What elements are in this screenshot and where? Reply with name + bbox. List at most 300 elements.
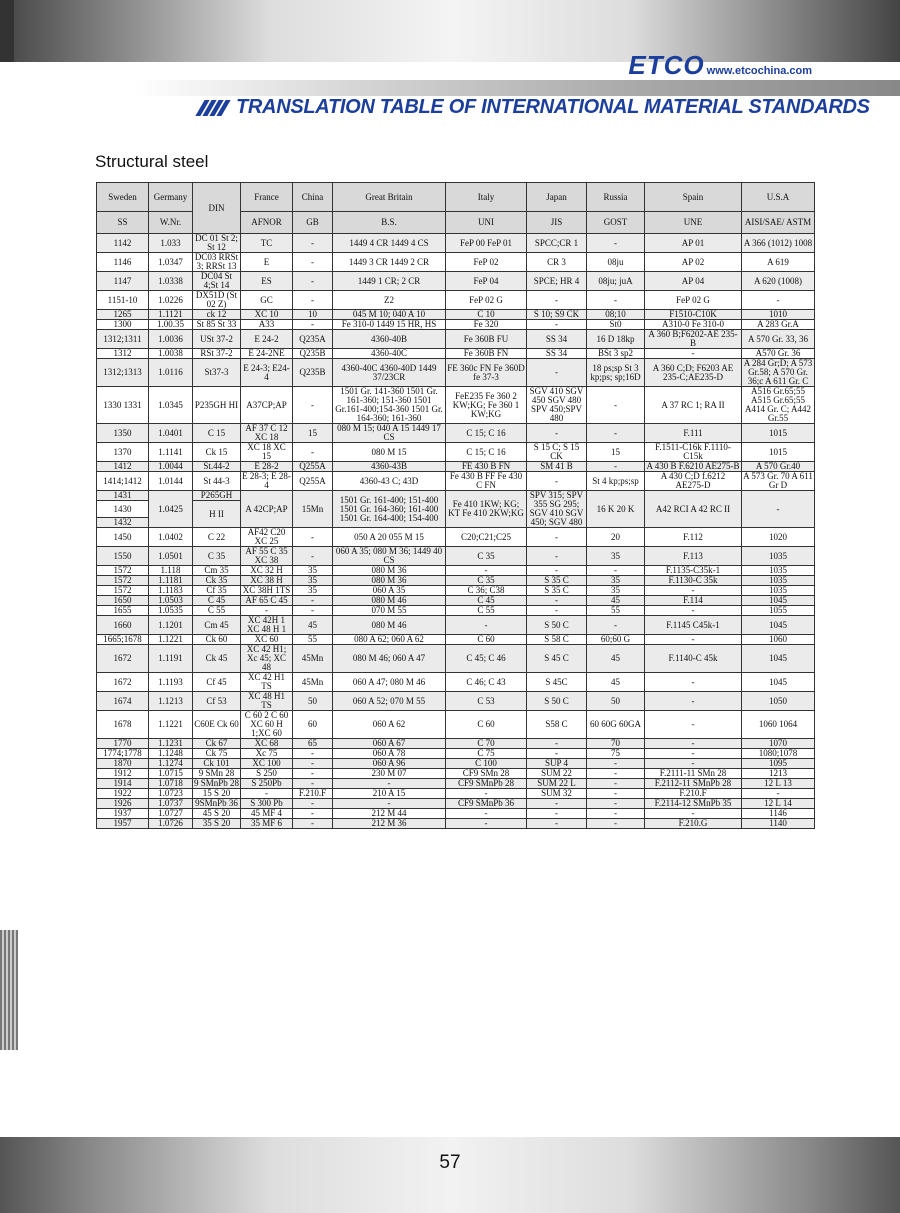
table-cell: 16 D 18kp <box>587 330 645 349</box>
table-cell: 60;60 G <box>587 635 645 645</box>
table-cell: St 44-3 <box>193 472 241 491</box>
table-cell: C 22 <box>193 528 241 547</box>
table-cell: 1015 <box>742 424 815 443</box>
table-cell: 060 A 96 <box>333 759 446 769</box>
table-cell: 1.0116 <box>149 359 193 387</box>
table-cell: Fe 360B FN <box>446 349 527 359</box>
table-cell: St37-3 <box>193 359 241 387</box>
table-cell: - <box>527 547 587 566</box>
table-cell: C 36; C38 <box>446 586 527 596</box>
table-cell: A 619 <box>742 253 815 272</box>
table-cell: A 366 (1012) 1008 <box>742 234 815 253</box>
table-cell: A 570 Gr. 33, 36 <box>742 330 815 349</box>
table-row <box>97 586 815 596</box>
column-header: DIN <box>193 183 241 234</box>
table-cell: C 55 <box>446 606 527 616</box>
table-row <box>97 528 815 547</box>
table-cell: Ck 75 <box>193 749 241 759</box>
table-cell: A 284 Gr;D; A 573 Gr.58; A 570 Gr. 36;c A 611 Gr. C <box>742 359 815 387</box>
table-cell: 08ju <box>587 253 645 272</box>
column-subheader: AFNOR <box>241 212 293 234</box>
table-cell: CF9 SMn 28 <box>446 769 527 779</box>
table-cell: 1.1231 <box>149 739 193 749</box>
table-cell: - <box>587 616 645 635</box>
table-cell: 1.0338 <box>149 272 193 291</box>
table-cell: - <box>527 799 587 809</box>
table-cell: DC03 RRSt 3; RRSt 13 <box>193 253 241 272</box>
table-cell: 060 A 35 <box>333 586 446 596</box>
table-row <box>97 359 815 387</box>
table-cell: 1674 <box>97 692 149 711</box>
table-cell: 1151-10 <box>97 291 149 310</box>
table-cell: C 45 <box>193 596 241 606</box>
table-cell: P265GH <box>193 491 241 501</box>
table-cell: 1.033 <box>149 234 193 253</box>
table-cell: S 58 C <box>527 635 587 645</box>
table-cell: 1035 <box>742 586 815 596</box>
table-cell: USt 37-2 <box>193 330 241 349</box>
table-cell: 1449 1 CR; 2 CR <box>333 272 446 291</box>
table-cell: 1.0401 <box>149 424 193 443</box>
table-cell: 1.00.35 <box>149 320 193 330</box>
table-cell: E 24-2 <box>241 330 293 349</box>
column-header: Russia <box>587 183 645 212</box>
table-cell: 1035 <box>742 566 815 576</box>
table-cell: 1.0044 <box>149 462 193 472</box>
table-row <box>97 443 815 462</box>
table-cell: 1937 <box>97 809 149 819</box>
table-cell: 1449 3 CR 1449 2 CR <box>333 253 446 272</box>
table-cell: 1912 <box>97 769 149 779</box>
table-cell: E 24-3; E24-4 <box>241 359 293 387</box>
table-cell: DC04 St 4;St 14 <box>193 272 241 291</box>
table-cell: - <box>293 779 333 789</box>
column-header: U.S.A <box>742 183 815 212</box>
table-cell: S 10; S9 CK <box>527 310 587 320</box>
table-cell: RSt 37-2 <box>193 349 241 359</box>
header-row <box>97 183 815 212</box>
table-cell: 1572 <box>97 566 149 576</box>
table-cell: 4360-40C 4360-40D 1449 37/23CR <box>333 359 446 387</box>
column-subheader: JIS <box>527 212 587 234</box>
table-cell: 080 A 62; 060 A 62 <box>333 635 446 645</box>
page-number: 57 <box>439 1152 461 1173</box>
table-cell: - <box>527 749 587 759</box>
table-cell: Cm 35 <box>193 566 241 576</box>
table-cell: 1.0038 <box>149 349 193 359</box>
table-row <box>97 692 815 711</box>
table-cell: Fe 320 <box>446 320 527 330</box>
table-row <box>97 310 815 320</box>
table-cell: 1370 <box>97 443 149 462</box>
table-cell: 1015 <box>742 443 815 462</box>
table-cell: 080 M 46; 060 A 47 <box>333 645 446 673</box>
table-cell: SGV 410 SGV 450 SGV 480 SPV 450;SPV 480 <box>527 387 587 424</box>
table-cell: 230 M 07 <box>333 769 446 779</box>
table-cell: - <box>293 443 333 462</box>
table-cell: 1572 <box>97 576 149 586</box>
table-cell: - <box>587 387 645 424</box>
table-cell: 1.0726 <box>149 819 193 829</box>
table-cell: - <box>293 819 333 829</box>
table-cell: - <box>293 759 333 769</box>
table-cell: Fe 410 1KW; KG; KT Fe 410 2KW;KG <box>446 491 527 528</box>
table-cell: 1035 <box>742 576 815 586</box>
table-cell: 1957 <box>97 819 149 829</box>
table-cell: - <box>645 711 742 739</box>
table-cell: - <box>527 424 587 443</box>
table-row <box>97 759 815 769</box>
column-subheader: GOST <box>587 212 645 234</box>
column-header: Germany <box>149 183 193 212</box>
table-cell: 1080;1078 <box>742 749 815 759</box>
table-cell: - <box>645 606 742 616</box>
table-cell: - <box>587 789 645 799</box>
table-cell: - <box>293 291 333 310</box>
table-cell: - <box>333 799 446 809</box>
table-cell: - <box>446 616 527 635</box>
table-cell: AF 55 C 35 XC 38 <box>241 547 293 566</box>
table-cell: 1870 <box>97 759 149 769</box>
table-cell: 1060 <box>742 635 815 645</box>
table-cell: 1.1221 <box>149 635 193 645</box>
table-cell: C 45; C 46 <box>446 645 527 673</box>
table-cell: - <box>527 596 587 606</box>
table-cell: 1.0723 <box>149 789 193 799</box>
table-cell: 1010 <box>742 310 815 320</box>
title-bar <box>200 96 870 119</box>
table-cell: 1.1181 <box>149 576 193 586</box>
table-cell: C 75 <box>446 749 527 759</box>
table-cell: 20 <box>587 528 645 547</box>
table-cell: Q235B <box>293 349 333 359</box>
stripes-icon <box>200 100 228 116</box>
table-cell: XC 38 H <box>241 576 293 586</box>
table-row <box>97 645 815 673</box>
table-cell: Ck 35 <box>193 576 241 586</box>
logo-brand: ETCO <box>628 50 705 80</box>
table-cell: 1655 <box>97 606 149 616</box>
column-subheader: UNI <box>446 212 527 234</box>
table-cell: CR 3 <box>527 253 587 272</box>
table-cell: 9 SMn 28 <box>193 769 241 779</box>
table-cell: - <box>293 234 333 253</box>
table-cell: C 35 <box>193 547 241 566</box>
table-cell: Q235A <box>293 330 333 349</box>
table-cell: 1020 <box>742 528 815 547</box>
header-rule <box>0 80 900 96</box>
table-cell: SUP 4 <box>527 759 587 769</box>
table-cell: 70 <box>587 739 645 749</box>
table-cell: - <box>645 749 742 759</box>
table-cell: Fe 310-0 1449 15 HR, HS <box>333 320 446 330</box>
table-cell: AF 65 C 45 <box>241 596 293 606</box>
table-row <box>97 606 815 616</box>
table-row <box>97 272 815 291</box>
table-cell: 050 A 20 055 M 15 <box>333 528 446 547</box>
table-cell: 1412 <box>97 462 149 472</box>
table-row <box>97 596 815 606</box>
table-cell: 1501 Gr. 141-360 1501 Gr. 161-360; 151-360 1501 Gr.161-400;154-360 1501 Gr. 164-360; 161-360 <box>333 387 446 424</box>
table-cell: St.44-2 <box>193 462 241 472</box>
table-cell: E <box>241 253 293 272</box>
table-cell: 1147 <box>97 272 149 291</box>
table-row <box>97 472 815 491</box>
table-cell: 35 <box>587 586 645 596</box>
table-cell: AF42 C20 XC 25 <box>241 528 293 547</box>
table-cell: Ck 67 <box>193 739 241 749</box>
table-cell: - <box>241 789 293 799</box>
table-cell: - <box>293 606 333 616</box>
table-cell: - <box>645 809 742 819</box>
table-cell: SS 34 <box>527 330 587 349</box>
table-cell: - <box>293 749 333 759</box>
table-cell: Cf 35 <box>193 586 241 596</box>
table-cell: 15 S 20 <box>193 789 241 799</box>
table-cell: SS 34 <box>527 349 587 359</box>
table-cell: 212 M 44 <box>333 809 446 819</box>
table-cell: 1.0347 <box>149 253 193 272</box>
table-cell: 1035 <box>742 547 815 566</box>
table-cell: Ck 45 <box>193 645 241 673</box>
table-cell: 1.1274 <box>149 759 193 769</box>
table-cell: Q235B <box>293 359 333 387</box>
table-cell: 1414;1412 <box>97 472 149 491</box>
table-cell: 080 M 46 <box>333 596 446 606</box>
table-row <box>97 387 815 424</box>
page-title: TRANSLATION TABLE OF INTERNATIONAL MATERIAL STANDARDS <box>236 96 870 118</box>
table-cell: 15 <box>587 443 645 462</box>
table-cell: XC 100 <box>241 759 293 769</box>
table-cell: F.111 <box>645 424 742 443</box>
table-cell: 060 A 35; 080 M 36; 1449 40 CS <box>333 547 446 566</box>
table-cell: F.112 <box>645 528 742 547</box>
table-cell: S 50 C <box>527 616 587 635</box>
table-cell: 1142 <box>97 234 149 253</box>
table-cell: - <box>293 799 333 809</box>
table-cell: A 360 C;D; F6203 AE 235-C;AE235-D <box>645 359 742 387</box>
table-cell: S 50 C <box>527 692 587 711</box>
table-cell: FeP 00 FeP 01 <box>446 234 527 253</box>
table-cell: 1672 <box>97 645 149 673</box>
table-cell: F.1140-C 45k <box>645 645 742 673</box>
table-cell: 35 <box>587 547 645 566</box>
table-cell: 1.1193 <box>149 673 193 692</box>
table-cell: - <box>527 472 587 491</box>
table-row <box>97 739 815 749</box>
table-cell: XC 42 H1; Xc 45; XC 48 <box>241 645 293 673</box>
table-cell: A33 <box>241 320 293 330</box>
table-cell: 080 M 15 <box>333 443 446 462</box>
table-cell: 60 <box>293 711 333 739</box>
table-cell: 1.0036 <box>149 330 193 349</box>
table-cell: 1330 1331 <box>97 387 149 424</box>
table-cell: 1045 <box>742 673 815 692</box>
table-cell: 1.0501 <box>149 547 193 566</box>
table-cell: 1.0535 <box>149 606 193 616</box>
table-cell: Fe 430 B FF Fe 430 C FN <box>446 472 527 491</box>
table-cell: 1665;1678 <box>97 635 149 645</box>
table-cell: A 430 C;D f.6212 AE275-D <box>645 472 742 491</box>
table-cell: F.1130-C 35k <box>645 576 742 586</box>
bottom-banner <box>0 1137 900 1213</box>
table-cell: F.113 <box>645 547 742 566</box>
table-cell: 1550 <box>97 547 149 566</box>
table-cell: 080 M 36 <box>333 566 446 576</box>
table-row <box>97 566 815 576</box>
table-cell: - <box>645 635 742 645</box>
table-cell: 50 <box>587 692 645 711</box>
table-cell: - <box>587 759 645 769</box>
table-cell: 60 60G 60GA <box>587 711 645 739</box>
table-cell: C 100 <box>446 759 527 769</box>
table-cell: 55 <box>293 635 333 645</box>
table-row <box>97 799 815 809</box>
table-cell: F.1511-C16k F.1110-C15k <box>645 443 742 462</box>
table-row <box>97 330 815 349</box>
table-cell: - <box>587 462 645 472</box>
table-cell: 1045 <box>742 645 815 673</box>
table-cell: 1914 <box>97 779 149 789</box>
table-row <box>97 779 815 789</box>
table-cell: - <box>645 349 742 359</box>
table-cell: E 28-2 <box>241 462 293 472</box>
table-cell: FeP 02 G <box>645 291 742 310</box>
table-cell: XC 68 <box>241 739 293 749</box>
table-cell: 65 <box>293 739 333 749</box>
table-cell: 080 M 46 <box>333 616 446 635</box>
table-cell: XC 10 <box>241 310 293 320</box>
table-cell: 1.0144 <box>149 472 193 491</box>
table-cell: XC 42 H1 TS <box>241 673 293 692</box>
table-row <box>97 253 815 272</box>
table-cell: - <box>645 673 742 692</box>
table-cell: S 35 C <box>527 576 587 586</box>
table-cell: A 42CP;AP <box>241 491 293 528</box>
table-cell: SPCE; HR 4 <box>527 272 587 291</box>
table-row <box>97 769 815 779</box>
table-cell: FE 360c FN Fe 360D fe 37-3 <box>446 359 527 387</box>
table-cell: A 283 Gr.A <box>742 320 815 330</box>
table-cell: S 45 C <box>527 645 587 673</box>
column-subheader: W.Nr. <box>149 212 193 234</box>
table-cell: F.210.G <box>645 819 742 829</box>
table-cell: 1.1183 <box>149 586 193 596</box>
table-cell: - <box>645 739 742 749</box>
table-cell: - <box>587 809 645 819</box>
table-cell: - <box>446 566 527 576</box>
table-cell: AP 04 <box>645 272 742 291</box>
table-cell: - <box>645 759 742 769</box>
table-cell: 9SMnPb 36 <box>193 799 241 809</box>
table-cell: 35 <box>293 566 333 576</box>
table-cell: 1678 <box>97 711 149 739</box>
table-cell: 212 M 36 <box>333 819 446 829</box>
table-cell: C 70 <box>446 739 527 749</box>
side-photo-strip <box>0 930 18 1050</box>
table-cell: 45 <box>587 596 645 606</box>
table-cell: - <box>527 320 587 330</box>
table-cell spanned: 1.0425 <box>149 491 193 528</box>
table-cell: 1450 <box>97 528 149 547</box>
table-cell: 1770 <box>97 739 149 749</box>
table-cell: 08;10 <box>587 310 645 320</box>
table-cell: S 45C <box>527 673 587 692</box>
table-cell: - <box>527 359 587 387</box>
table-cell: S 35 C <box>527 586 587 596</box>
table-cell: A37CP;AP <box>241 387 293 424</box>
table-cell: - <box>446 789 527 799</box>
table-cell: 16 K 20 K <box>587 491 645 528</box>
table-cell: - <box>293 547 333 566</box>
table-cell: F.114 <box>645 596 742 606</box>
section-title: Structural steel <box>95 152 209 171</box>
table-cell: 070 M 55 <box>333 606 446 616</box>
table-cell: - <box>293 253 333 272</box>
table-cell: 1.0715 <box>149 769 193 779</box>
table-cell: A570 Gr. 36 <box>742 349 815 359</box>
table-cell: 1213 <box>742 769 815 779</box>
table-cell: St 85 St 33 <box>193 320 241 330</box>
table-cell: BSt 3 sp2 <box>587 349 645 359</box>
table-cell: 15 <box>293 424 333 443</box>
table-cell: - <box>645 586 742 596</box>
logo-url: www.etcochina.com <box>706 65 812 77</box>
table-cell: 080 M 36 <box>333 576 446 586</box>
table-cell: 12 L 13 <box>742 779 815 789</box>
table-cell: 060 A 67 <box>333 739 446 749</box>
column-subheader: UNE <box>645 212 742 234</box>
table-cell: 1.1221 <box>149 711 193 739</box>
table-cell: Xc 75 <box>241 749 293 759</box>
table-cell: AP 02 <box>645 253 742 272</box>
table-cell: SUM 32 <box>527 789 587 799</box>
table-cell: Cf 53 <box>193 692 241 711</box>
table-cell: 1045 <box>742 616 815 635</box>
table-cell: - <box>527 819 587 829</box>
column-header: China <box>293 183 333 212</box>
table-cell: 45 <box>587 673 645 692</box>
table-cell: 1070 <box>742 739 815 749</box>
table-cell: 1.0345 <box>149 387 193 424</box>
table-cell: Z2 <box>333 291 446 310</box>
table-cell: - <box>293 596 333 606</box>
table-cell: 1140 <box>742 819 815 829</box>
table-cell: - <box>527 528 587 547</box>
table-cell: 1050 <box>742 692 815 711</box>
table-cell: C 15; C 16 <box>446 424 527 443</box>
table-cell: - <box>587 234 645 253</box>
table-cell: E 24-2NE <box>241 349 293 359</box>
table-cell: 1.1191 <box>149 645 193 673</box>
table-cell: 50 <box>293 692 333 711</box>
table-cell: ES <box>241 272 293 291</box>
table-cell: XC 32 H <box>241 566 293 576</box>
table-cell: 18 ps;sp St 3 kp;ps; sp;16D <box>587 359 645 387</box>
table-row <box>97 789 815 799</box>
table-cell: 35 S 20 <box>193 819 241 829</box>
table-cell: A42 RCI A 42 RC II <box>645 491 742 528</box>
table-row <box>97 491 815 501</box>
table-cell: 1095 <box>742 759 815 769</box>
table-cell: C60E Ck 60 <box>193 711 241 739</box>
table-cell: 35 MF 6 <box>241 819 293 829</box>
table-cell: F.210.F <box>293 789 333 799</box>
table-cell: - <box>527 739 587 749</box>
table-cell: 1312 <box>97 349 149 359</box>
table-cell: SUM 22 L <box>527 779 587 789</box>
table-cell: E 28-3; E 28-4 <box>242 471 291 490</box>
